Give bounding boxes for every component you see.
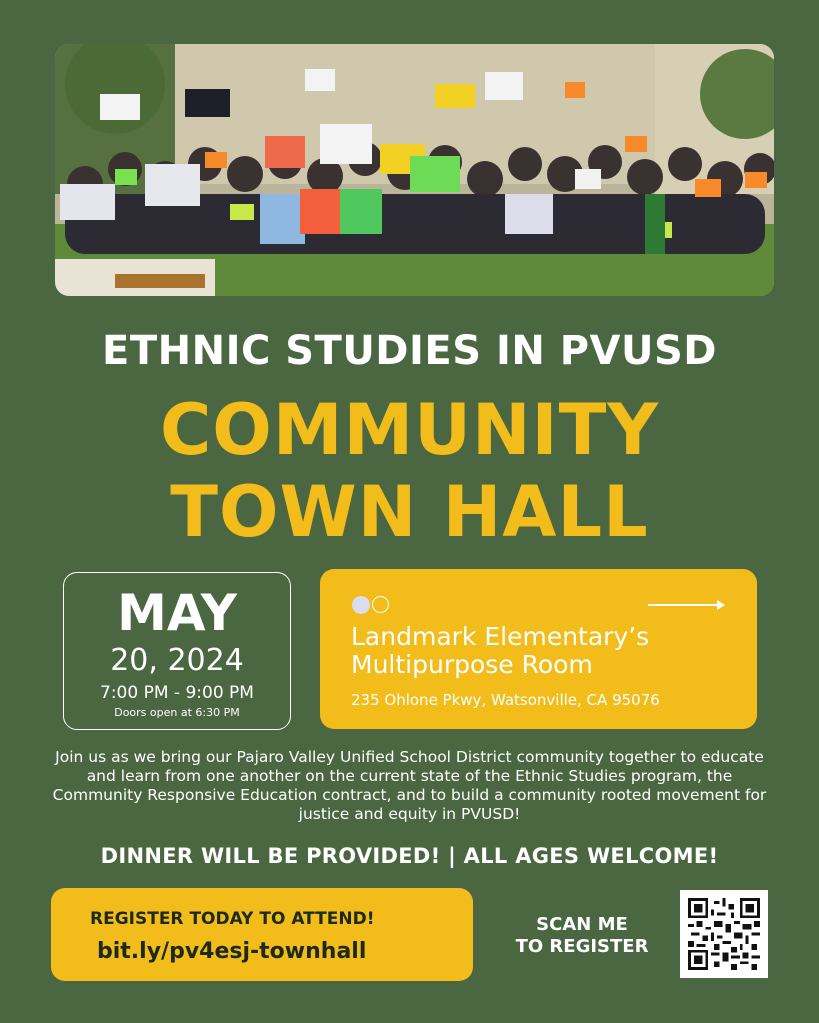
venue-name-line2: Multipurpose Room xyxy=(351,650,593,679)
event-month: MAY xyxy=(117,584,237,642)
group-photo-illustration xyxy=(55,44,774,296)
register-title: REGISTER TODAY TO ATTEND! xyxy=(90,909,375,929)
dinner-banner: DINNER WILL BE PROVIDED! | ALL AGES WELCOME! xyxy=(100,844,719,868)
heading-town-hall: TOWN HALL xyxy=(170,471,649,553)
scan-me-label xyxy=(496,914,668,958)
register-box[interactable] xyxy=(51,888,473,981)
filled-dot-icon xyxy=(352,596,370,614)
heading-ethnic-studies: ETHNIC STUDIES IN PVUSD xyxy=(102,328,717,374)
qr-code-icon xyxy=(688,898,760,970)
event-day: 20, 2024 xyxy=(110,643,244,678)
doors-open: Doors open at 6:30 PM xyxy=(114,706,240,719)
group-photo xyxy=(55,44,774,296)
venue-address: 235 Ohlone Pkwy, Watsonville, CA 95076 xyxy=(351,691,660,709)
heading-community: COMMUNITY xyxy=(159,389,660,471)
outline-dot-icon xyxy=(372,596,389,613)
scan-line1: SCAN ME xyxy=(536,914,628,935)
qr-code[interactable] xyxy=(680,890,768,978)
arrow-right-icon xyxy=(648,604,724,606)
event-description: Join us as we bring our Pajaro Valley Unified School District community together to educate and learn from one another on the current state of the Ethnic Studies program, the Community Responsive Education contract, and to build a community rooted movement for justice and equity in PVUSD! xyxy=(52,748,767,823)
venue-name xyxy=(351,623,649,679)
venue-name-line1: Landmark Elementary’s xyxy=(351,622,650,651)
event-time: 7:00 PM - 9:00 PM xyxy=(100,683,254,703)
scan-line2: TO REGISTER xyxy=(515,936,649,957)
venue-box xyxy=(320,569,757,729)
register-link[interactable]: bit.ly/pv4esj-townhall xyxy=(97,939,367,964)
date-box xyxy=(63,572,291,730)
